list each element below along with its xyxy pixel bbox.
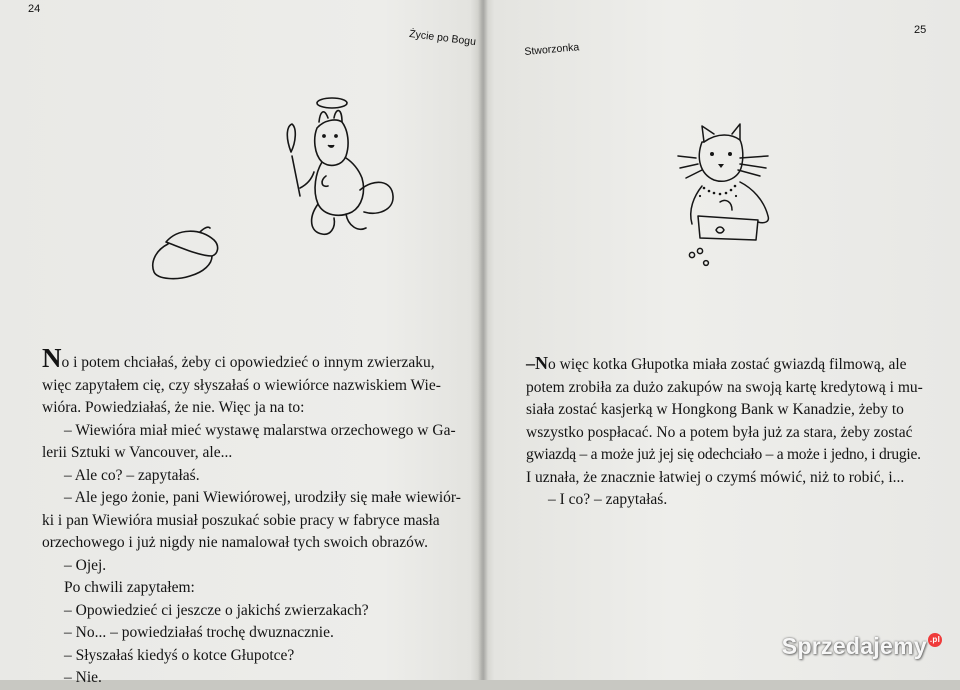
text-line: wszystko pospłacać. No a potem była już za stara, żeby zostać <box>526 423 913 441</box>
text-line: ki i pan Wiewióra musiał poszukać sobie pracy w fabryce masła <box>42 511 440 529</box>
text-line: I uznała, że znacznie łatwiej o czymś mówić, niż to robić, i... <box>526 468 905 486</box>
dialogue-line: – No... – powiedziałaś trochę dwuznacznie. <box>64 624 334 641</box>
text-line <box>42 343 462 375</box>
dialogue-line: Po chwili zapytałem: <box>64 579 195 596</box>
text-line: siała zostać kasjerką w Hongkong Bank w Kanadzie, żeby to <box>526 401 904 418</box>
text-line: wióra. Powiedziałaś, że nie. Więc ja na to: <box>42 399 305 416</box>
page-number-left: 24 <box>28 3 41 15</box>
dialogue-line: – Słyszałaś kiedyś o kotce Głupotce? <box>64 646 295 664</box>
dialogue-line: – I co? – zapytałaś. <box>548 491 668 508</box>
dialogue-line: – Ale co? – zapytałaś. <box>64 466 200 484</box>
dialogue-line: – Ojej. <box>64 556 107 574</box>
text-line-0-rest: o więc kotka Głupotka miała zostać gwiazdą filmową, ale <box>548 356 907 373</box>
watermark-badge: .pl <box>928 633 942 647</box>
running-head-right: Stworzonka <box>524 41 580 58</box>
dialogue-line: – Ale jego żonie, pani Wiewiórowej, urodziły się małe wiewiór- <box>64 489 461 506</box>
text-line-0-rest: o i potem chciałaś, żeby ci opowiedzieć o innym zwierzaku, <box>61 354 435 371</box>
dialogue-line: – Opowiedzieć ci jeszcze o jakichś zwierzakach? <box>64 601 369 619</box>
drop-cap: N <box>42 343 62 373</box>
running-head-left: Życie po Bogu <box>408 28 477 49</box>
cat-illustration <box>676 120 786 272</box>
acorn-illustration <box>148 222 222 282</box>
text-line: lerii Sztuki w Vancouver, ale... <box>42 444 233 461</box>
text-line: orzechowego i już nigdy nie namalował tych swoich obrazów. <box>42 534 428 551</box>
watermark-logo <box>782 633 942 660</box>
text-line <box>526 352 958 377</box>
dialogue-line: – Nie. <box>64 669 102 686</box>
right-page-text <box>526 352 958 512</box>
watermark-text: Sprzedajemy <box>781 633 927 659</box>
left-page-text <box>42 343 462 690</box>
left-page <box>0 0 480 686</box>
text-line: potem zrobiła za dużo zakupów na swoją kartę kredytową i mu- <box>526 378 923 396</box>
dialogue-line: – Wiewióra miał mieć wystawę malarstwa orzechowego w Ga- <box>64 421 456 439</box>
drop-cap: –N <box>526 353 548 373</box>
squirrel-illustration <box>270 92 400 244</box>
text-line: więc zapytałem cię, czy słyszałaś o wiewiórce nazwiskiem Wie- <box>42 376 441 394</box>
page-number-right: 25 <box>914 24 927 36</box>
right-page <box>488 0 960 680</box>
text-line: gwiazdą – a może już jej się odechciało – a może i jedno, i drugie. <box>526 446 921 463</box>
